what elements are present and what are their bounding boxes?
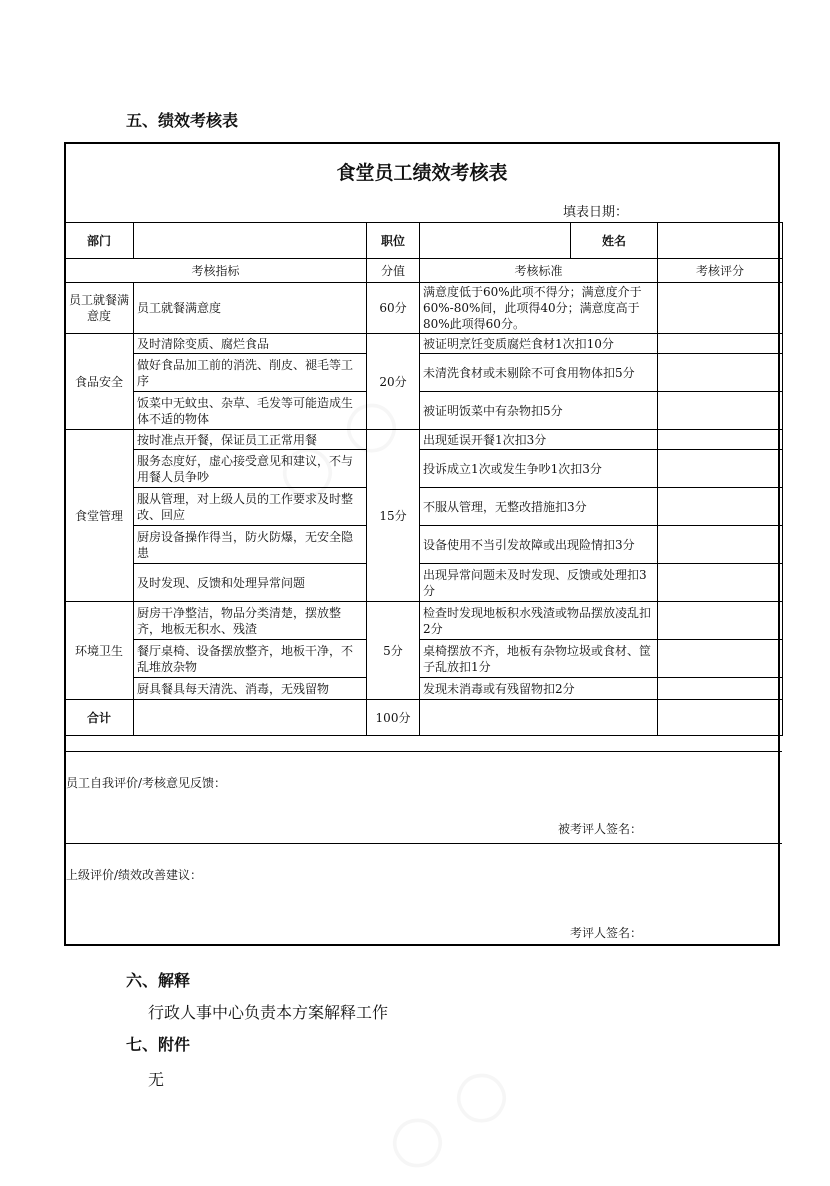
dept-input[interactable] [134,223,367,259]
standard-cell: 被证明饭菜中有杂物扣5分 [420,392,658,430]
standard-cell: 不服从管理，无整改措施扣3分 [420,488,658,526]
table-row [65,602,783,640]
rating-input[interactable] [658,526,783,564]
standard-cell: 满意度低于60%此项不得分；满意度介于60%-80%间，此项得40分；满意度高于80%此项得60分。 [420,283,658,334]
watermark [371,1048,523,1185]
section-6-title: 六、解释 [126,971,191,990]
rating-input[interactable] [658,392,783,430]
indicator-cell: 及时清除变质、腐烂食品 [134,334,367,354]
fill-date-label: 填表日期： [562,205,628,220]
indicator-cell: 服从管理，对上级人员的工作要求及时整改、回应 [134,488,367,526]
total-standard-blank [420,700,658,736]
standard-cell: 检查时发现地板积水残渣或物品摆放凌乱扣2分 [420,602,658,640]
position-input[interactable] [420,223,571,259]
table-row [65,488,783,526]
superior-eval-section[interactable] [64,843,782,946]
col-header-rating: 考核评分 [658,259,783,283]
indicator-cell: 厨具餐具每天清洗、消毒，无残留物 [134,678,367,700]
indicator-cell: 及时发现、反馈和处理异常问题 [134,564,367,602]
indicator-cell: 厨房设备操作得当，防火防爆，无安全隐患 [134,526,367,564]
table-row [65,678,783,700]
name-input[interactable] [658,223,783,259]
rating-input[interactable] [658,488,783,526]
standard-cell: 设备使用不当引发故障或出现险情扣3分 [420,526,658,564]
table-row [65,640,783,678]
rating-input[interactable] [658,283,783,334]
table-row [65,354,783,392]
table-row [65,334,783,354]
rating-input[interactable] [658,564,783,602]
indicator-cell: 员工就餐满意度 [134,283,367,334]
table-row [65,430,783,450]
col-header-indicator: 考核指标 [65,259,367,283]
table-row [65,392,783,430]
standard-cell: 投诉成立1次或发生争吵1次扣3分 [420,450,658,488]
score-cell: 5分 [367,602,420,700]
standard-cell: 未清洗食材或未剔除不可食用物体扣5分 [420,354,658,392]
superior-eval-label: 上级评价/绩效改善建议： [66,868,203,882]
total-rating-input[interactable] [658,700,783,736]
score-cell: 20分 [367,334,420,430]
appraisal-form [64,142,780,946]
self-eval-label: 员工自我评价/考核意见反馈： [66,776,227,790]
dept-label: 部门 [65,223,134,259]
col-header-score: 分值 [367,259,420,283]
rating-input[interactable] [658,640,783,678]
table-row [65,564,783,602]
total-label: 合计 [65,700,134,736]
indicator-cell: 饭菜中无蚊虫、杂草、毛发等可能造成生体不适的物体 [134,392,367,430]
table-row [65,526,783,564]
form-title: 食堂员工绩效考核表 [336,162,508,184]
score-cell: 60分 [367,283,420,334]
total-blank [134,700,367,736]
standard-cell: 出现异常问题未及时发现、反馈或处理扣3分 [420,564,658,602]
score-cell: 15分 [367,430,420,602]
indicator-cell: 餐厅桌椅、设备摆放整齐，地板干净，不乱堆放杂物 [134,640,367,678]
evaluatee-sign-label: 被考评人签名： [557,822,642,836]
total-score: 100分 [367,700,420,736]
position-label: 职位 [367,223,420,259]
section-6-body: 行政人事中心负责本方案解释工作 [148,1003,389,1022]
appraisal-table [64,222,783,736]
section-7-body: 无 [148,1070,165,1089]
indicator-cell: 厨房干净整洁，物品分类清楚，摆放整齐，地板无积水、残渣 [134,602,367,640]
standard-cell: 桌椅摆放不齐，地板有杂物垃圾或食材、筐子乱放扣1分 [420,640,658,678]
category-cell: 食品安全 [65,334,134,430]
standard-cell: 出现延误开餐1次扣3分 [420,430,658,450]
indicator-cell: 按时准点开餐，保证员工正常用餐 [134,430,367,450]
col-header-standard: 考核标准 [420,259,658,283]
category-cell: 员工就餐满意度 [65,283,134,334]
self-eval-section[interactable] [64,751,782,843]
table-row [65,450,783,488]
rating-input[interactable] [658,678,783,700]
indicator-cell: 服务态度好，虚心接受意见和建议，不与用餐人员争吵 [134,450,367,488]
indicator-cell: 做好食品加工前的消洗、削皮、褪毛等工序 [134,354,367,392]
section-5-title: 五、绩效考核表 [126,111,239,130]
rating-input[interactable] [658,354,783,392]
standard-cell: 被证明烹饪变质腐烂食材1次扣10分 [420,334,658,354]
total-row [65,700,783,736]
standard-cell: 发现未消毒或有残留物扣2分 [420,678,658,700]
evaluator-sign-label: 考评人签名： [569,926,642,940]
section-7-title: 七、附件 [126,1035,191,1054]
rating-input[interactable] [658,334,783,354]
name-label: 姓名 [571,223,658,259]
category-cell: 环境卫生 [65,602,134,700]
rating-input[interactable] [658,430,783,450]
table-row [65,283,783,334]
rating-input[interactable] [658,602,783,640]
category-cell: 食堂管理 [65,430,134,602]
rating-input[interactable] [658,450,783,488]
